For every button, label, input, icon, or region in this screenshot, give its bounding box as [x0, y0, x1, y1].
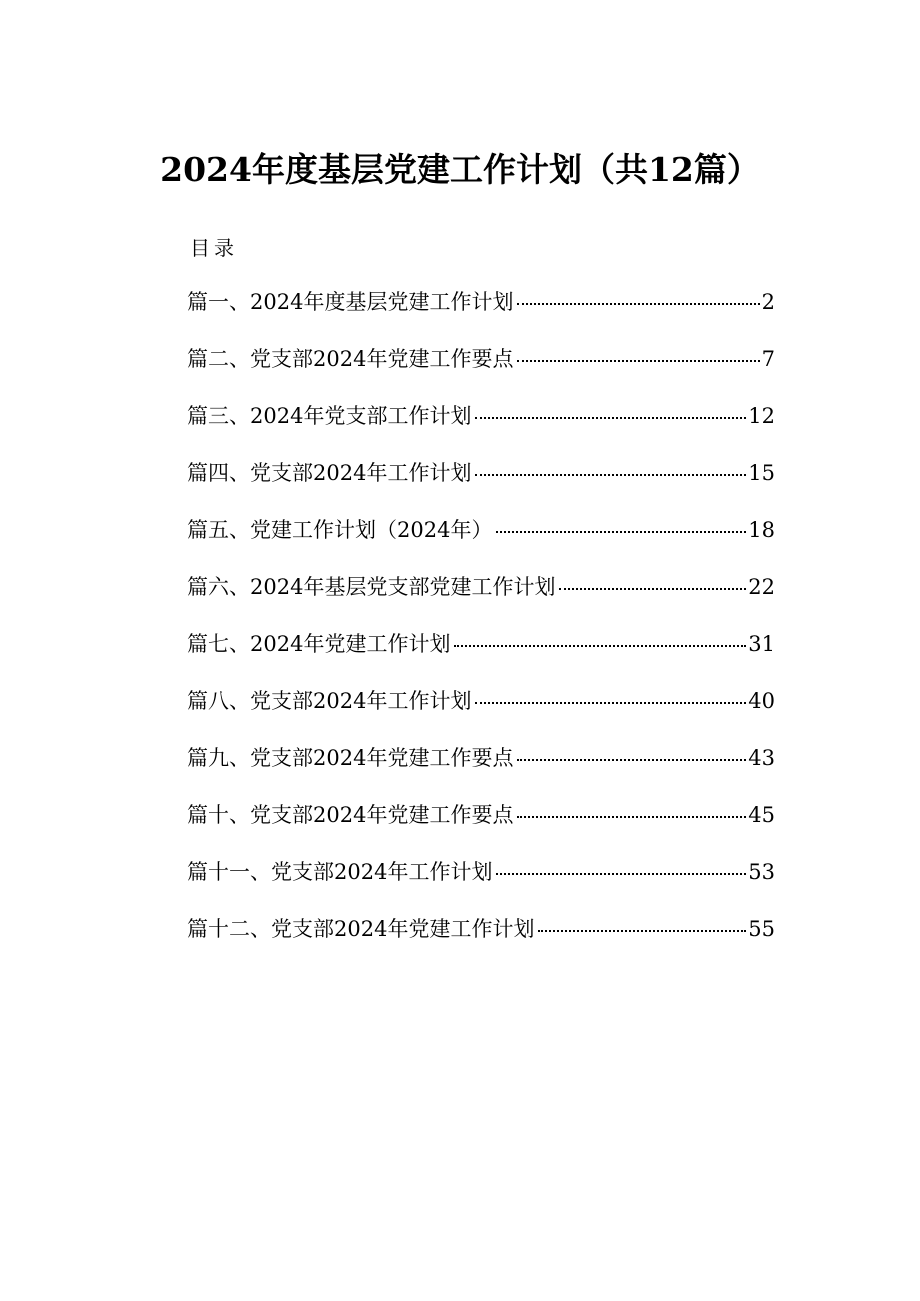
toc-entry[interactable] — [187, 284, 775, 341]
toc-entry-page: 22 — [748, 575, 775, 599]
toc-entry-page: 15 — [748, 461, 775, 485]
toc-dot-leader — [496, 531, 746, 533]
toc-entry-label: 篇十、党支部2024年党建工作要点 — [187, 803, 514, 827]
toc-dot-leader — [559, 588, 746, 590]
toc-dot-leader — [475, 417, 746, 419]
toc-entry[interactable] — [187, 854, 775, 911]
toc-entry-label: 篇二、党支部2024年党建工作要点 — [187, 347, 514, 371]
toc-dot-leader — [517, 759, 746, 761]
toc-entry-label: 篇八、党支部2024年工作计划 — [187, 689, 472, 713]
toc-entry-label: 篇六、2024年基层党支部党建工作计划 — [187, 575, 556, 599]
toc-entry[interactable] — [187, 455, 775, 512]
toc-entry[interactable] — [187, 341, 775, 398]
toc-entry-label: 篇九、党支部2024年党建工作要点 — [187, 746, 514, 770]
toc-entry-page: 55 — [748, 917, 775, 941]
toc-entry[interactable] — [187, 569, 775, 626]
toc-entry-label: 篇五、党建工作计划（2024年） — [187, 518, 493, 542]
toc-dot-leader — [538, 930, 746, 932]
toc-dot-leader — [517, 303, 759, 305]
toc-dot-leader — [517, 360, 759, 362]
toc-heading: 目录 — [190, 236, 238, 260]
toc-entry-page: 45 — [748, 803, 775, 827]
toc-entry-label: 篇十一、党支部2024年工作计划 — [187, 860, 493, 884]
document-title: 2024年度基层党建工作计划（共12篇） — [160, 150, 760, 189]
toc-entry-label: 篇十二、党支部2024年党建工作计划 — [187, 917, 535, 941]
table-of-contents — [187, 284, 775, 968]
toc-entry-label: 篇四、党支部2024年工作计划 — [187, 461, 472, 485]
toc-entry[interactable] — [187, 740, 775, 797]
toc-entry[interactable] — [187, 911, 775, 968]
toc-dot-leader — [475, 702, 746, 704]
toc-dot-leader — [475, 474, 746, 476]
toc-entry-label: 篇七、2024年党建工作计划 — [187, 632, 451, 656]
toc-entry-page: 7 — [761, 347, 775, 371]
toc-entry[interactable] — [187, 797, 775, 854]
toc-entry-label: 篇三、2024年党支部工作计划 — [187, 404, 472, 428]
toc-entry[interactable] — [187, 683, 775, 740]
toc-entry-page: 40 — [748, 689, 775, 713]
toc-entry-page: 18 — [748, 518, 775, 542]
toc-entry[interactable] — [187, 512, 775, 569]
toc-entry-page: 12 — [748, 404, 775, 428]
toc-entry-page: 53 — [748, 860, 775, 884]
toc-dot-leader — [496, 873, 746, 875]
toc-dot-leader — [517, 816, 746, 818]
toc-entry[interactable] — [187, 626, 775, 683]
toc-entry[interactable] — [187, 398, 775, 455]
toc-entry-page: 31 — [748, 632, 775, 656]
toc-entry-label: 篇一、2024年度基层党建工作计划 — [187, 290, 514, 314]
toc-entry-page: 43 — [748, 746, 775, 770]
toc-entry-page: 2 — [761, 290, 775, 314]
toc-dot-leader — [454, 645, 746, 647]
